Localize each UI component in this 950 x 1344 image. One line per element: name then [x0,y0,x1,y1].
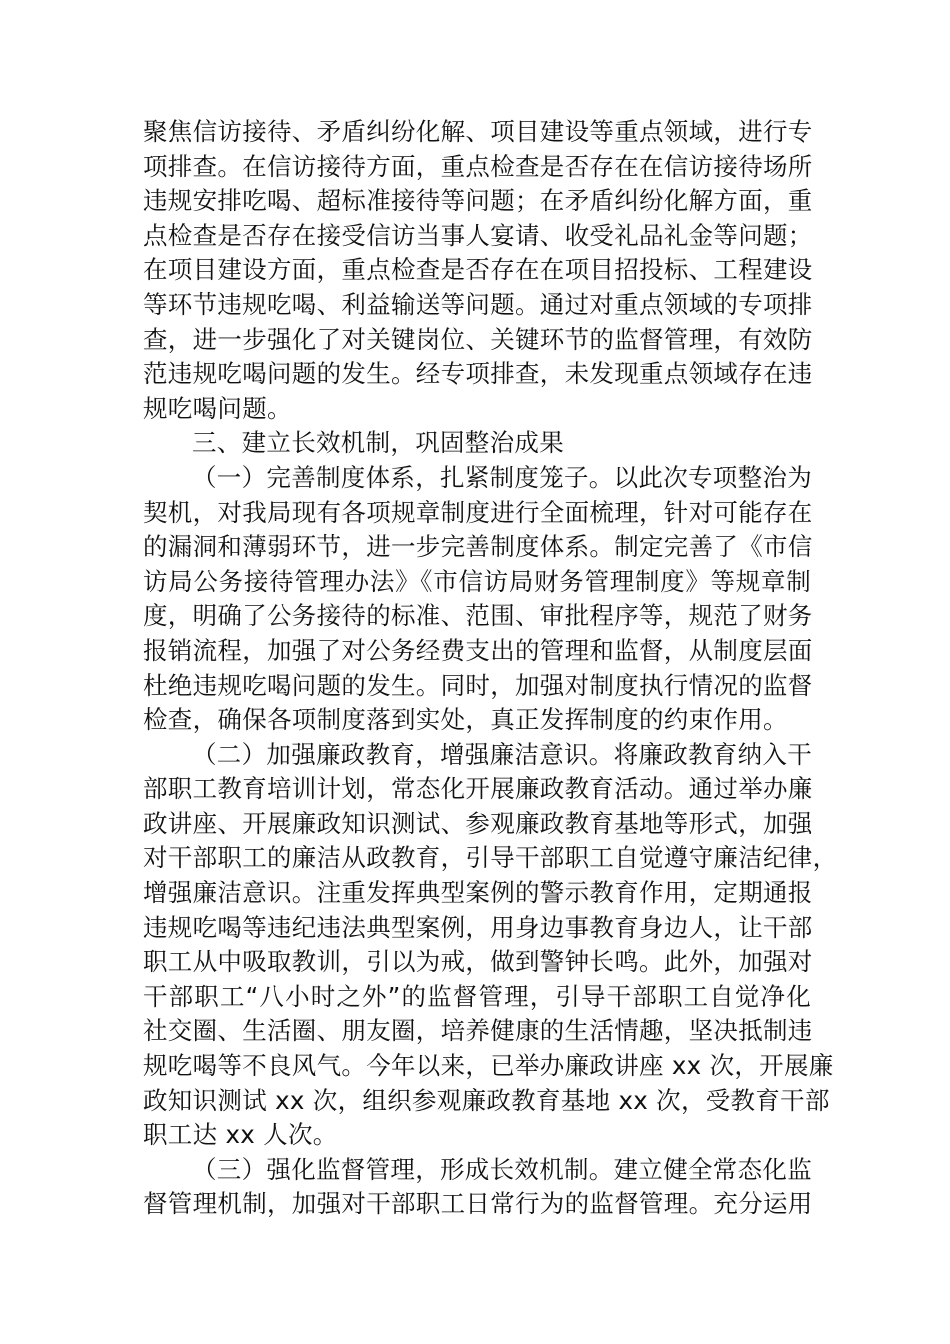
text-line: 等环节违规吃喝、利益输送等问题。通过对重点领域的专项排 [143,289,813,319]
text-line: 杜绝违规吃喝问题的发生。同时，加强对制度执行情况的监督 [143,670,813,700]
text-line: 报销流程，加强了对公务经费支出的管理和监督，从制度层面 [143,635,813,665]
text-line: 违规吃喝等违纪违法典型案例，用身边事教育身边人，让干部 [143,912,813,942]
text-line: 契机，对我局现有各项规章制度进行全面梳理，针对可能存在 [143,497,813,527]
text-line: 规吃喝等不良风气。今年以来，已举办廉政讲座 xx 次，开展廉 [143,1051,834,1081]
text-line: （二）加强廉政教育，增强廉洁意识。将廉政教育纳入干 [192,739,812,769]
text-line: （三）强化监督管理，形成长效机制。建立健全常态化监 [192,1154,812,1184]
text-line: 对干部职工的廉洁从政教育，引导干部职工自觉遵守廉洁纪律， [143,843,838,873]
text-line: 增强廉洁意识。注重发挥典型案例的警示教育作用，定期通报 [143,878,813,908]
text-line: 检查，确保各项制度落到实处，真正发挥制度的约束作用。 [143,705,788,735]
text-line: 职工达 xx 人次。 [143,1120,338,1150]
text-line: 干部职工“八小时之外”的监督管理，引导干部职工自觉净化 [143,981,811,1011]
text-line: 政讲座、开展廉政知识测试、参观廉政教育基地等形式，加强 [143,808,813,838]
text-line: 在项目建设方面，重点检查是否存在在项目招投标、工程建设 [143,255,813,285]
text-line: 的漏洞和薄弱环节，进一步完善制度体系。制定完善了《市信 [143,532,813,562]
text-line: 职工从中吸取教训，引以为戒，做到警钟长鸣。此外，加强对 [143,947,813,977]
text-line: 度，明确了公务接待的标准、范围、审批程序等，规范了财务 [143,601,813,631]
text-line: 聚焦信访接待、矛盾纠纷化解、项目建设等重点领域，进行专 [143,117,813,146]
document-body [143,115,838,1222]
text-line: 查，进一步强化了对关键岗位、关键环节的监督管理，有效防 [143,324,813,354]
section-heading: 三、建立长效机制，巩固整治成果 [192,428,564,458]
text-line: 范违规吃喝问题的发生。经专项排查，未发现重点领域存在违 [143,359,813,389]
text-line: 督管理机制，加强对干部职工日常行为的监督管理。充分运用 [143,1189,813,1219]
text-line: 政知识测试 xx 次，组织参观廉政教育基地 xx 次，受教育干部 [143,1085,830,1115]
text-line: 点检查是否存在接受信访当事人宴请、收受礼品礼金等问题； [143,220,813,250]
text-line: 部职工教育培训计划，常态化开展廉政教育活动。通过举办廉 [143,774,813,804]
text-line: 访局公务接待管理办法》《市信访局财务管理制度》等规章制 [143,566,811,596]
text-line: 规吃喝问题。 [143,393,292,423]
text-line: 项排查。在信访接待方面，重点检查是否存在在信访接待场所 [143,151,813,181]
text-line: 违规安排吃喝、超标准接待等问题；在矛盾纠纷化解方面，重 [143,186,813,216]
text-line: （一）完善制度体系，扎紧制度笼子。以此次专项整治为 [192,462,812,492]
text-line: 社交圈、生活圈、朋友圈，培养健康的生活情趣，坚决抵制违 [143,1016,813,1046]
